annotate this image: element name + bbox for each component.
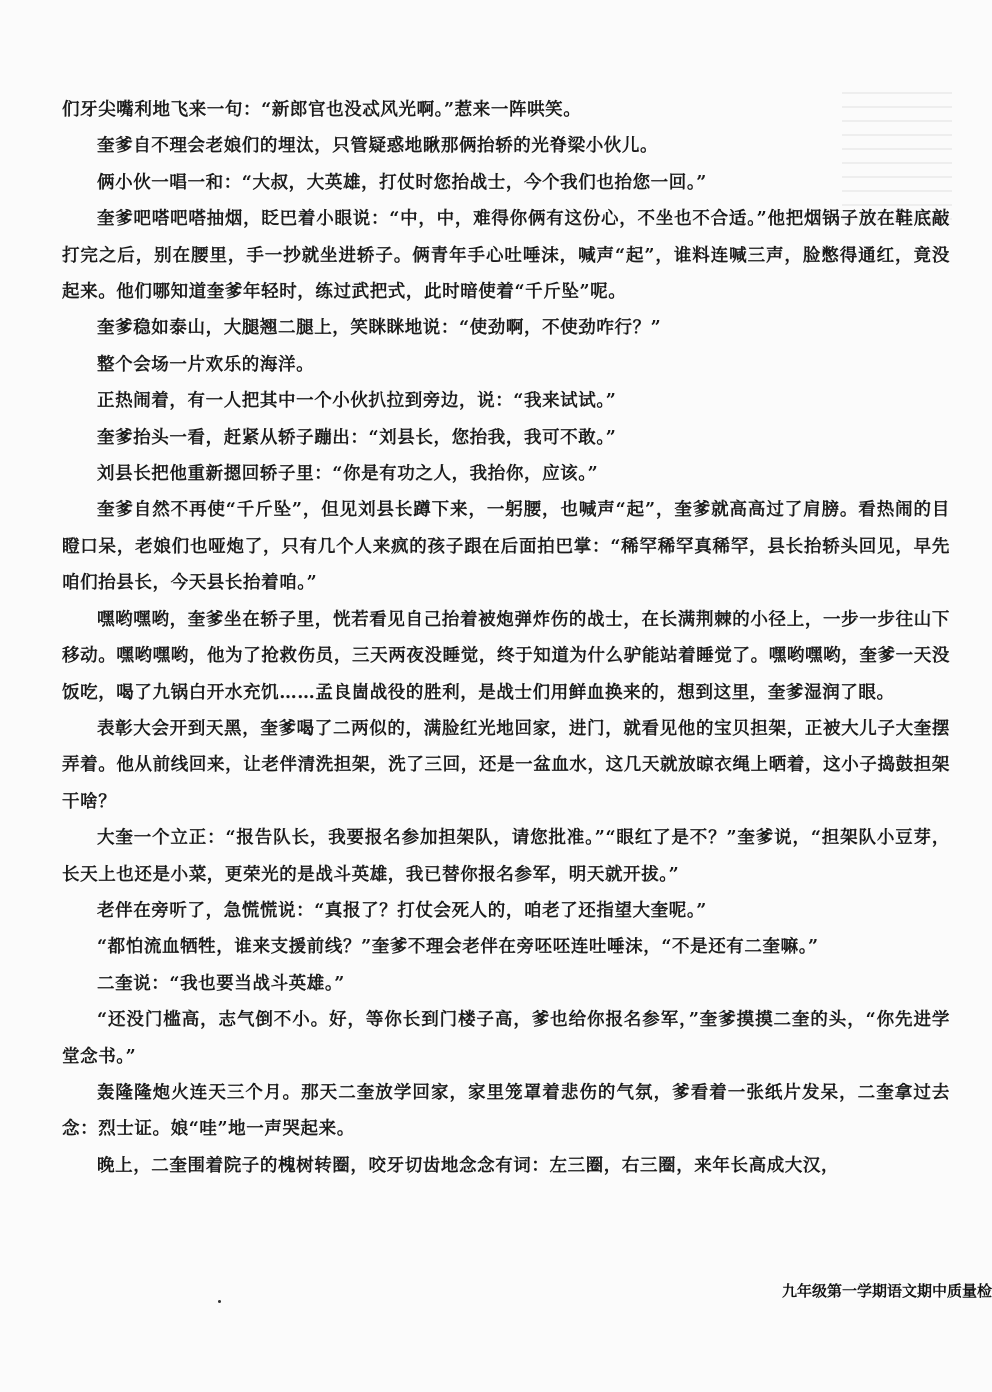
paragraph-6: 整个会场一片欢乐的海洋。 [97, 354, 315, 375]
paragraph-3: 俩小伙一唱一和：“大叔，大英雄，打仗时您抬战士，今个我们也抬您一回。” [97, 172, 707, 193]
paragraph-14: 老伴在旁听了，急慌慌说：“真报了？打仗会死人的，咱老了还指望大奎呢。” [97, 900, 707, 921]
paragraph-4: 奎爹吧嗒吧嗒抽烟，眨巴着小眼说：“中，中，难得你俩有这份心，不坐也不合适。”他把烟锅子放在鞋底敲打完之后，别在腰里，手一抄就坐进轿子。俩青年手心吐唾沫，喊声“起”，谁料连喊三声，脸憋得通红，竟没起来。他们哪知道奎爹年轻时，练过武把式，此时暗使着“千斤坠”呢。 [62, 209, 950, 303]
scan-speck [218, 1300, 221, 1303]
paragraph-11: 嘿哟嘿哟，奎爹坐在轿子里，恍若看见自己抬着被炮弹炸伤的战士，在长满荆棘的小径上，一步一步往山下移动。嘿哟嘿哟，他为了抢救伤员，三天两夜没睡觉，终于知道为什么驴能站着睡觉了。嘿哟嘿哟，奎爹一天没饭吃，喝了九锅白开水充饥……孟良崮战役的胜利，是战士们用鲜血换来的，想到这里，奎爹湿润了眼。 [62, 609, 950, 703]
paragraph-8: 奎爹抬头一看，赶紧从轿子蹦出：“刘县长，您抬我，我可不敢。” [97, 427, 617, 448]
paragraph-15: “都怕流血牺牲，谁来支援前线？”奎爹不理会老伴在旁呸呸连吐唾沫，“不是还有二奎嘛。” [97, 937, 819, 958]
paragraph-2: 奎爹自不理会老娘们的埋汰，只管疑惑地瞅那俩抬轿的光脊梁小伙儿。 [97, 136, 659, 157]
paragraph-16: 二奎说：“我也要当战斗英雄。” [97, 973, 345, 994]
paragraph-17: “还没门槛高，志气倒不小。好，等你长到门楼子高，爹也给你报名参军，”奎爹摸摸二奎的头，“你先进学堂念书。” [62, 1010, 950, 1067]
paragraph-19: 晚上，二奎围着院子的槐树转圈，咬牙切齿地念念有词：左三圈，右三圈，来年长高成大汉， [97, 1155, 840, 1176]
paragraph-9: 刘县长把他重新摁回轿子里：“你是有功之人，我抬你，应该。” [97, 464, 599, 485]
paragraph-13: 大奎一个立正：“报告队长，我要报名参加担架队，请您批准。”“眼红了是不？”奎爹说，“担架队小豆芽，长天上也还是小菜，更荣光的是战斗英雄，我已替你报名参军，明天就开拔。” [62, 828, 950, 885]
paragraph-1: 们牙尖嘴利地飞来一句：“新郎官也没忒风光啊。”惹来一阵哄笑。 [62, 100, 582, 120]
paragraph-12: 表彰大会开到天黑，奎爹喝了二两似的，满脸红光地回家，进门，就看见他的宝贝担架，正被大儿子大奎摆弄着。他从前线回来，让老伴清洗担架，洗了三回，还是一盆血水，这几天就放晾衣绳上晒着，这小子捣鼓担架干啥？ [62, 718, 950, 812]
paragraph-7: 正热闹着，有一人把其中一个小伙扒拉到旁边，说：“我来试试。” [97, 391, 617, 412]
paragraph-18: 轰隆隆炮火连天三个月。那天二奎放学回家，家里笼罩着悲伤的气氛，爹看着一张纸片发呆，二奎拿过去念：烈士证。娘“哇”地一声哭起来。 [62, 1082, 950, 1140]
story-body [62, 92, 950, 1184]
paragraph-5: 奎爹稳如泰山，大腿翘二腿上，笑眯眯地说：“使劲啊，不使劲咋行？” [97, 318, 662, 339]
paragraph-10: 奎爹自然不再使“千斤坠”，但见刘县长蹲下来，一躬腰，也喊声“起”，奎爹就高高过了肩膀。看热闹的目瞪口呆，老娘们也哑炮了，只有几个人来疯的孩子跟在后面拍巴掌：“稀罕稀罕真稀罕，县长抬轿头回见，早先咱们抬县长，今天县长抬着咱。” [62, 500, 950, 594]
page-footer: 九年级第一学期语文期中质量检 [781, 1282, 992, 1300]
